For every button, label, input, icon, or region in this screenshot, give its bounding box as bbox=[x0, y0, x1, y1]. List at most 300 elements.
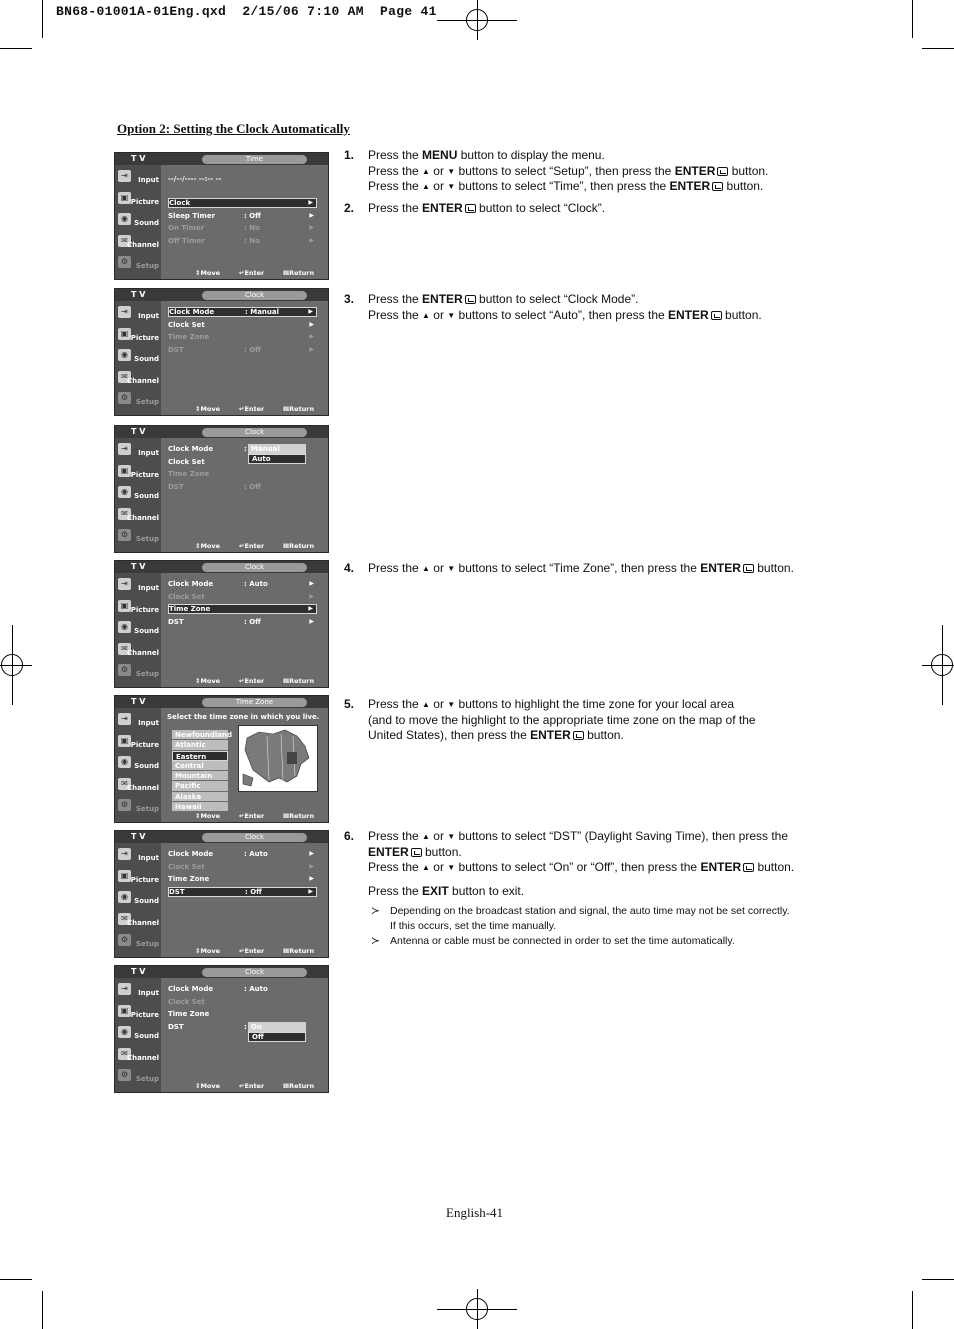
osd-screen bbox=[114, 425, 329, 553]
osd-tv-label: T V bbox=[131, 290, 146, 299]
sidebar-item[interactable] bbox=[115, 463, 161, 484]
osd-menu-title: Time Zone bbox=[202, 698, 307, 707]
menu-row[interactable] bbox=[168, 997, 317, 1007]
menu-row[interactable] bbox=[168, 617, 317, 627]
menu-row-label: Clock Set bbox=[168, 457, 205, 466]
sidebar-item[interactable] bbox=[115, 1067, 161, 1088]
down-arrow-icon: ▼ bbox=[447, 700, 456, 709]
channel-icon: ✉ bbox=[118, 1048, 131, 1060]
menu-row[interactable] bbox=[168, 332, 317, 342]
sidebar-item[interactable] bbox=[115, 576, 161, 597]
osd-menu-body bbox=[162, 573, 328, 677]
sidebar-item-label: Sound bbox=[134, 897, 159, 905]
sound-icon: ◉ bbox=[118, 891, 131, 903]
chevron-right-icon: ▶ bbox=[309, 862, 314, 870]
enter-hint: ↵Enter bbox=[239, 677, 265, 685]
up-arrow-icon: ▲ bbox=[422, 700, 430, 709]
menu-row[interactable] bbox=[168, 223, 317, 233]
menu-row[interactable] bbox=[168, 469, 317, 479]
down-arrow-icon: ▼ bbox=[447, 310, 456, 320]
sidebar-item[interactable] bbox=[115, 754, 161, 775]
sidebar-item[interactable] bbox=[115, 641, 161, 662]
menu-row[interactable] bbox=[168, 320, 317, 330]
osd-menu-body bbox=[162, 438, 328, 542]
sound-icon: ◉ bbox=[118, 756, 131, 768]
channel-icon: ✉ bbox=[118, 778, 131, 790]
return-hint: ⅢReturn bbox=[283, 269, 315, 277]
osd-title-bar bbox=[115, 966, 328, 978]
enter-hint: ↵Enter bbox=[239, 405, 265, 413]
step-text: Press the ▲ or ▼ buttons to highlight the time zone for your local area (and to move the highlight to the appropriate time zone on the map of the United States), then press the ENTER button. bbox=[368, 697, 756, 742]
sidebar-item-label: Sound bbox=[134, 627, 159, 635]
crop-mark bbox=[912, 1291, 913, 1329]
menu-row-label: Clock Mode bbox=[168, 580, 214, 588]
chevron-right-icon: ▶ bbox=[308, 308, 313, 315]
crop-mark bbox=[0, 48, 32, 49]
enter-hint: ↵Enter bbox=[239, 812, 265, 820]
time-zone-option[interactable]: Eastern bbox=[172, 751, 228, 761]
enter-icon bbox=[411, 848, 422, 857]
time-zone-option[interactable]: Mountain bbox=[172, 771, 228, 781]
chevron-right-icon: ▶ bbox=[309, 617, 314, 625]
up-arrow-icon: ▲ bbox=[422, 832, 430, 841]
osd-menu-body bbox=[162, 301, 328, 405]
enter-icon bbox=[712, 182, 723, 191]
enter-icon bbox=[573, 731, 584, 740]
osd-help-bar bbox=[162, 1081, 328, 1091]
sidebar-item-label: Setup bbox=[135, 398, 159, 406]
up-arrow-icon: ▲ bbox=[422, 182, 430, 191]
time-zone-option[interactable]: Atlantic bbox=[172, 740, 228, 750]
osd-help-bar bbox=[162, 268, 328, 278]
enter-icon bbox=[465, 295, 476, 304]
menu-row-label: On Timer bbox=[168, 224, 205, 232]
sidebar-item[interactable] bbox=[115, 1003, 161, 1024]
sidebar-item[interactable] bbox=[115, 889, 161, 910]
chevron-right-icon: ▶ bbox=[309, 580, 314, 587]
down-arrow-icon: ▼ bbox=[447, 182, 456, 191]
menu-row-value: : Auto bbox=[244, 580, 268, 588]
osd-menu-title: Clock bbox=[202, 563, 307, 572]
crop-mark bbox=[922, 1279, 954, 1280]
sidebar-item[interactable] bbox=[115, 233, 161, 254]
osd-menu-body bbox=[162, 843, 328, 947]
sidebar-item-label: Setup bbox=[135, 940, 159, 948]
time-zone-option[interactable]: Alaska bbox=[172, 792, 228, 802]
osd-title-bar bbox=[115, 426, 328, 438]
crop-mark bbox=[912, 0, 913, 38]
menu-row-label: DST bbox=[168, 1022, 184, 1031]
time-zone-option[interactable]: Pacific bbox=[172, 781, 228, 791]
sidebar-item-label: Sound bbox=[134, 492, 159, 500]
menu-row-value: : Auto bbox=[244, 985, 268, 993]
osd-title-bar bbox=[115, 831, 328, 843]
page-title: Option 2: Setting the Clock Automatically bbox=[117, 121, 350, 136]
picture-icon: ▣ bbox=[118, 735, 131, 747]
input-icon: ⇥ bbox=[118, 848, 131, 860]
menu-row-value: : Off bbox=[244, 345, 261, 354]
sidebar-item-label: Channel bbox=[127, 783, 159, 792]
sidebar-item-label: Sound bbox=[134, 1032, 159, 1040]
osd-menu-body bbox=[162, 708, 328, 812]
osd-sidebar bbox=[115, 301, 161, 415]
picture-icon: ▣ bbox=[118, 465, 131, 477]
channel-icon: ✉ bbox=[118, 508, 131, 520]
osd-sidebar bbox=[115, 978, 161, 1092]
up-arrow-icon: ▲ bbox=[422, 310, 430, 320]
sidebar-item-label: Picture bbox=[130, 875, 159, 884]
sidebar-item-label: Channel bbox=[127, 376, 159, 385]
enter-hint: ↵Enter bbox=[239, 947, 265, 955]
sidebar-item[interactable] bbox=[115, 911, 161, 932]
setup-icon: ⚙ bbox=[118, 392, 131, 404]
file-header: BN68-01001A-01Eng.qxd 2/15/06 7:10 AM Page 41 bbox=[56, 4, 437, 19]
sidebar-item-label: Setup bbox=[135, 805, 159, 813]
channel-icon: ✉ bbox=[118, 371, 131, 383]
menu-row-label: Clock Mode bbox=[169, 308, 215, 316]
menu-row[interactable] bbox=[168, 579, 317, 589]
sidebar-item-label: Setup bbox=[135, 1075, 159, 1083]
osd-menu-body bbox=[162, 978, 328, 1082]
osd-sidebar bbox=[115, 165, 161, 279]
sound-icon: ◉ bbox=[118, 486, 131, 498]
osd-title-bar bbox=[115, 561, 328, 573]
time-zone-map bbox=[238, 725, 318, 792]
menu-row-label: DST bbox=[168, 617, 184, 626]
osd-screen bbox=[114, 695, 329, 823]
return-hint: ⅢReturn bbox=[283, 405, 315, 413]
sidebar-item[interactable] bbox=[115, 254, 161, 275]
osd-menu-title: Time bbox=[202, 155, 307, 164]
sidebar-item-label: Picture bbox=[130, 605, 159, 614]
osd-screen bbox=[114, 288, 329, 416]
osd-tv-label: T V bbox=[131, 154, 146, 163]
note-marker-icon: ≻ bbox=[371, 905, 380, 917]
menu-row[interactable] bbox=[168, 236, 317, 246]
enter-hint: ↵Enter bbox=[239, 269, 265, 277]
step-number: 3. bbox=[344, 292, 355, 306]
osd-help-bar bbox=[162, 541, 328, 551]
sidebar-item-label: Input bbox=[138, 854, 159, 862]
step-text: Press the ENTER button to select “Clock Mode”. Press the ▲ or ▼ buttons to select “Auto”, then press the ENTER button. bbox=[368, 292, 762, 322]
return-hint: ⅢReturn bbox=[283, 542, 315, 550]
step-text: Press the ENTER button to select “Clock”. bbox=[368, 201, 606, 215]
move-hint: ⇕Move bbox=[195, 947, 221, 955]
menu-row[interactable] bbox=[168, 887, 317, 897]
setup-icon: ⚙ bbox=[118, 664, 131, 676]
sidebar-item-label: Sound bbox=[134, 355, 159, 363]
picture-icon: ▣ bbox=[118, 1005, 131, 1017]
time-zone-option[interactable]: Newfoundland bbox=[172, 730, 228, 740]
north-america-map-icon bbox=[239, 726, 317, 791]
chevron-right-icon: ▶ bbox=[309, 236, 314, 244]
menu-row-value: : Manual bbox=[245, 308, 280, 316]
step-text: Press the ▲ or ▼ buttons to select “DST” (Daylight Saving Time), then press the ENTER button. Press the ▲ or ▼ buttons to select “On” or “Off”, then press the ENTER button. Press the EXIT button to exit. bbox=[368, 829, 795, 898]
dropdown-option[interactable]: Off bbox=[248, 1032, 306, 1042]
osd-help-bar bbox=[162, 404, 328, 414]
menu-row-value: : bbox=[244, 445, 247, 453]
step-number: 2. bbox=[344, 201, 355, 215]
chevron-right-icon: ▶ bbox=[309, 850, 314, 857]
sidebar-item-label: Channel bbox=[127, 918, 159, 927]
chevron-right-icon: ▶ bbox=[309, 211, 314, 219]
menu-row[interactable] bbox=[168, 482, 317, 492]
sidebar-item[interactable] bbox=[115, 598, 161, 619]
time-zone-option[interactable]: Central bbox=[172, 761, 228, 771]
sidebar-item[interactable] bbox=[115, 733, 161, 754]
sidebar-item[interactable] bbox=[115, 932, 161, 953]
chevron-right-icon: ▶ bbox=[309, 224, 314, 231]
move-hint: ⇕Move bbox=[195, 1082, 221, 1090]
sidebar-item[interactable] bbox=[115, 190, 161, 211]
sidebar-item-label: Picture bbox=[130, 333, 159, 342]
menu-row[interactable] bbox=[168, 604, 317, 614]
step-number: 6. bbox=[344, 829, 355, 843]
sidebar-item[interactable] bbox=[115, 304, 161, 325]
step-number: 1. bbox=[344, 148, 355, 162]
crop-mark bbox=[42, 1291, 43, 1329]
menu-row[interactable] bbox=[168, 592, 317, 602]
sidebar-item-label: Setup bbox=[135, 262, 159, 270]
sidebar-item[interactable] bbox=[115, 662, 161, 683]
crop-mark bbox=[922, 48, 954, 49]
sidebar-item[interactable] bbox=[115, 797, 161, 818]
chevron-right-icon: ▶ bbox=[309, 345, 314, 353]
menu-row[interactable] bbox=[168, 1009, 317, 1019]
return-hint: ⅢReturn bbox=[283, 1082, 315, 1090]
input-icon: ⇥ bbox=[118, 306, 131, 318]
menu-row-label: Clock Mode bbox=[168, 850, 214, 858]
osd-screen bbox=[114, 830, 329, 958]
sidebar-item[interactable] bbox=[115, 868, 161, 889]
sidebar-item[interactable] bbox=[115, 776, 161, 797]
sidebar-item[interactable] bbox=[115, 484, 161, 505]
step-text: Press the MENU button to display the menu. Press the ▲ or ▼ buttons to select “Setup”, then press the ENTER button. Press the ▲ or ▼ buttons to select “Time”, then press the ENTER button. bbox=[368, 148, 769, 193]
sidebar-item-label: Input bbox=[138, 449, 159, 457]
menu-row-value: : Off bbox=[244, 211, 261, 220]
menu-row-label: Clock Set bbox=[168, 997, 205, 1006]
menu-row[interactable] bbox=[168, 862, 317, 872]
up-arrow-icon: ▲ bbox=[422, 863, 430, 872]
osd-help-bar bbox=[162, 811, 328, 821]
channel-icon: ✉ bbox=[118, 913, 131, 925]
menu-row-value: : No bbox=[244, 224, 260, 232]
option-dropdown[interactable] bbox=[248, 1022, 306, 1042]
input-icon: ⇥ bbox=[118, 443, 131, 455]
osd-menu-title: Clock bbox=[202, 833, 307, 842]
sidebar-item[interactable] bbox=[115, 326, 161, 347]
osd-menu-title: Clock bbox=[202, 968, 307, 977]
menu-row[interactable] bbox=[168, 345, 317, 355]
sidebar-item[interactable] bbox=[115, 527, 161, 548]
sound-icon: ◉ bbox=[118, 213, 131, 225]
down-arrow-icon: ▼ bbox=[447, 863, 456, 872]
sound-icon: ◉ bbox=[118, 349, 131, 361]
sound-icon: ◉ bbox=[118, 621, 131, 633]
menu-row-label: Clock Set bbox=[168, 320, 205, 329]
osd-menu-title: Clock bbox=[202, 428, 307, 437]
dropdown-option[interactable]: Manual bbox=[248, 444, 306, 454]
menu-row-value: : No bbox=[244, 236, 260, 245]
sidebar-item-label: Input bbox=[138, 719, 159, 727]
time-zone-heading: Select the time zone in which you live. bbox=[167, 713, 320, 721]
osd-screen bbox=[114, 560, 329, 688]
menu-row-label: Time Zone bbox=[168, 875, 210, 883]
move-hint: ⇕Move bbox=[195, 677, 221, 685]
menu-row[interactable] bbox=[168, 849, 317, 859]
return-hint: ⅢReturn bbox=[283, 677, 315, 685]
enter-hint: ↵Enter bbox=[239, 1082, 265, 1090]
sidebar-item-label: Channel bbox=[127, 648, 159, 657]
return-hint: ⅢReturn bbox=[283, 947, 315, 955]
sidebar-item[interactable] bbox=[115, 846, 161, 867]
input-icon: ⇥ bbox=[118, 983, 131, 995]
channel-icon: ✉ bbox=[118, 643, 131, 655]
menu-row[interactable] bbox=[168, 211, 317, 221]
menu-row-label: Clock Set bbox=[168, 862, 205, 871]
move-hint: ⇕Move bbox=[195, 812, 221, 820]
sidebar-item-label: Input bbox=[138, 989, 159, 997]
sidebar-item-label: Channel bbox=[127, 240, 159, 249]
menu-row[interactable] bbox=[168, 984, 317, 994]
menu-row-value: : Auto bbox=[244, 850, 268, 858]
osd-tv-label: T V bbox=[131, 427, 146, 436]
step-text: Press the ▲ or ▼ buttons to select “Time Zone”, then press the ENTER button. bbox=[368, 561, 794, 575]
chevron-right-icon: ▶ bbox=[308, 605, 313, 612]
menu-row-label: Clock Set bbox=[168, 592, 205, 601]
osd-menu-body bbox=[162, 165, 328, 269]
input-icon: ⇥ bbox=[118, 713, 131, 725]
menu-row[interactable] bbox=[168, 198, 317, 208]
osd-menu-title: Clock bbox=[202, 291, 307, 300]
sidebar-item-label: Picture bbox=[130, 470, 159, 479]
enter-icon bbox=[717, 167, 728, 176]
step-number: 5. bbox=[344, 697, 355, 711]
dropdown-option[interactable]: Auto bbox=[248, 454, 306, 464]
down-arrow-icon: ▼ bbox=[447, 564, 456, 573]
time-zone-list bbox=[172, 730, 233, 812]
osd-sidebar bbox=[115, 708, 161, 822]
sidebar-item-label: Sound bbox=[134, 219, 159, 227]
osd-help-bar bbox=[162, 676, 328, 686]
menu-row-label: DST bbox=[168, 345, 184, 354]
menu-row-value: : Off bbox=[245, 887, 262, 896]
sidebar-item[interactable] bbox=[115, 1024, 161, 1045]
down-arrow-icon: ▼ bbox=[447, 832, 456, 841]
time-display: --/--/---- --:-- -- bbox=[168, 175, 222, 183]
sidebar-item-label: Channel bbox=[127, 1053, 159, 1062]
menu-row-value: : bbox=[244, 1022, 247, 1031]
menu-row-value: : Off bbox=[244, 617, 261, 626]
osd-tv-label: T V bbox=[131, 832, 146, 841]
channel-icon: ✉ bbox=[118, 235, 131, 247]
chevron-right-icon: ▶ bbox=[309, 333, 314, 340]
up-arrow-icon: ▲ bbox=[422, 166, 430, 176]
picture-icon: ▣ bbox=[118, 600, 131, 612]
sidebar-item-label: Picture bbox=[130, 740, 159, 749]
menu-row-label: DST bbox=[168, 482, 184, 491]
menu-row[interactable] bbox=[168, 874, 317, 884]
sidebar-item[interactable] bbox=[115, 506, 161, 527]
sidebar-item[interactable] bbox=[115, 168, 161, 189]
dropdown-option[interactable]: On bbox=[248, 1022, 306, 1032]
menu-row[interactable] bbox=[168, 307, 317, 317]
menu-row-label: Clock bbox=[169, 199, 191, 207]
return-hint: ⅢReturn bbox=[283, 812, 315, 820]
menu-row-label: Time Zone bbox=[168, 470, 210, 478]
move-hint: ⇕Move bbox=[195, 269, 221, 277]
sidebar-item[interactable] bbox=[115, 441, 161, 462]
sidebar-item-label: Setup bbox=[135, 535, 159, 543]
sidebar-item[interactable] bbox=[115, 390, 161, 411]
sidebar-item-label: Input bbox=[138, 584, 159, 592]
osd-sidebar bbox=[115, 573, 161, 687]
menu-row-label: Time Zone bbox=[168, 333, 210, 341]
osd-screen bbox=[114, 152, 329, 280]
setup-icon: ⚙ bbox=[118, 529, 131, 541]
menu-row-label: Time Zone bbox=[168, 1010, 210, 1018]
enter-hint: ↵Enter bbox=[239, 542, 265, 550]
setup-icon: ⚙ bbox=[118, 799, 131, 811]
menu-row-label: DST bbox=[169, 887, 185, 896]
input-icon: ⇥ bbox=[118, 578, 131, 590]
osd-sidebar bbox=[115, 438, 161, 552]
osd-title-bar bbox=[115, 696, 328, 708]
sidebar-item[interactable] bbox=[115, 1046, 161, 1067]
sidebar-item[interactable] bbox=[115, 211, 161, 232]
sidebar-item-label: Input bbox=[138, 176, 159, 184]
page-number: English-41 bbox=[446, 1205, 504, 1220]
chevron-right-icon: ▶ bbox=[308, 887, 313, 895]
osd-tv-label: T V bbox=[131, 562, 146, 571]
input-icon: ⇥ bbox=[118, 170, 131, 182]
sidebar-item[interactable] bbox=[115, 347, 161, 368]
enter-icon bbox=[743, 863, 754, 872]
menu-row-value: : Off bbox=[244, 482, 261, 491]
time-zone-option[interactable]: Hawaii bbox=[172, 802, 228, 812]
osd-tv-label: T V bbox=[131, 697, 146, 706]
sidebar-item-label: Picture bbox=[130, 197, 159, 206]
menu-row-label: Off Timer bbox=[168, 236, 205, 245]
setup-icon: ⚙ bbox=[118, 256, 131, 268]
picture-icon: ▣ bbox=[118, 870, 131, 882]
up-arrow-icon: ▲ bbox=[422, 564, 430, 573]
crop-mark bbox=[0, 1279, 32, 1280]
setup-icon: ⚙ bbox=[118, 934, 131, 946]
menu-row-label: Clock Mode bbox=[168, 985, 214, 993]
chevron-right-icon: ▶ bbox=[309, 592, 314, 600]
sidebar-item[interactable] bbox=[115, 711, 161, 732]
sidebar-item[interactable] bbox=[115, 619, 161, 640]
chevron-right-icon: ▶ bbox=[309, 320, 314, 328]
option-dropdown[interactable] bbox=[248, 444, 306, 464]
osd-title-bar bbox=[115, 153, 328, 165]
menu-row-label: Time Zone bbox=[169, 605, 211, 613]
osd-title-bar bbox=[115, 289, 328, 301]
enter-icon bbox=[711, 311, 722, 320]
setup-icon: ⚙ bbox=[118, 1069, 131, 1081]
sidebar-item-label: Channel bbox=[127, 513, 159, 522]
note-marker-icon: ≻ bbox=[371, 935, 380, 947]
picture-icon: ▣ bbox=[118, 328, 131, 340]
sidebar-item-label: Sound bbox=[134, 762, 159, 770]
chevron-right-icon: ▶ bbox=[309, 875, 314, 882]
osd-sidebar bbox=[115, 843, 161, 957]
sidebar-item[interactable] bbox=[115, 369, 161, 390]
chevron-right-icon: ▶ bbox=[308, 199, 313, 206]
menu-row-label: Sleep Timer bbox=[168, 211, 216, 220]
sidebar-item[interactable] bbox=[115, 981, 161, 1002]
